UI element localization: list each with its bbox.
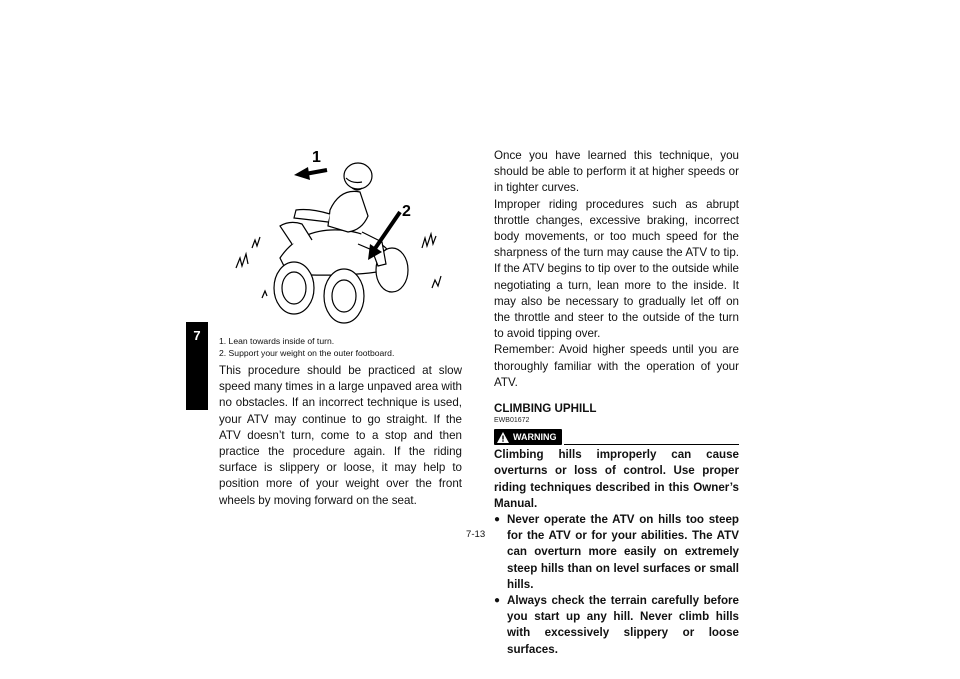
remember-paragraph: Remember: Avoid higher speeds until you are thoroughly familiar with the operation of your ATV. bbox=[494, 343, 739, 389]
warning-triangle-icon bbox=[497, 432, 509, 443]
practice-paragraph: This procedure should be practiced at slow speed many times in a large unpaved area with no obstacles. If an incorrect technique is used, your ATV may continue to go straight. If the ATV doesn’t turn, come to a stop and then practice the procedure again. If the riding surface is slippery or loose, it may help to position more of your weight over the front wheels by moving forward on the seat. bbox=[219, 364, 462, 507]
right-column bbox=[494, 148, 739, 658]
atv-rider-drawing bbox=[222, 148, 458, 334]
section-heading: CLIMBING UPHILL bbox=[494, 402, 597, 416]
warning-text: Climbing hills improperly can cause overturns or loss of control. Use proper riding techniques described in this Owner’s Manual. bbox=[494, 448, 739, 510]
warning-bullet: ● Always check the terrain carefully before you start up any hill. Never climb hills with excessively slippery or loose surfaces. bbox=[494, 593, 739, 658]
warning-bullet: ● Never operate the ATV on hills too steep for the ATV or for your abilities. The ATV can overturn more easily on extremely steep hills than on level surfaces or small hills. bbox=[494, 512, 739, 593]
left-column bbox=[219, 363, 462, 509]
warning-badge bbox=[494, 429, 562, 445]
caption-1: 1. Lean towards inside of turn. bbox=[219, 336, 335, 346]
improper-riding-paragraph: Improper riding procedures such as abrupt throttle changes, excessive braking, incorrect body movements, or too much speed for the sharpness of the turn may cause the ATV to tip. If the ATV begins to tip over to the outside while negotiating a turn, lean more to the inside. It may also be necessary to gradually let off on the throttle and steer to the outside of the turn to avoid tipping over. bbox=[494, 197, 739, 341]
warning-rule bbox=[564, 443, 740, 445]
warning-code: EWB01672 bbox=[494, 417, 530, 425]
chapter-number: 7 bbox=[193, 328, 201, 343]
warning-label: WARNING bbox=[513, 432, 557, 443]
caption-2: 2. Support your weight on the outer footboard. bbox=[219, 348, 395, 358]
page-number: 7-13 bbox=[466, 529, 486, 540]
callout-2: 2 bbox=[402, 203, 411, 220]
callout-1: 1 bbox=[312, 149, 321, 166]
chapter-tab bbox=[186, 322, 208, 410]
technique-paragraph: Once you have learned this technique, you should be able to perform it at higher speeds or in tighter curves. bbox=[494, 149, 739, 195]
atv-turning-illustration bbox=[222, 148, 458, 334]
warning-bullets bbox=[494, 512, 739, 658]
figure-captions bbox=[219, 335, 394, 359]
warning-header bbox=[494, 427, 739, 445]
